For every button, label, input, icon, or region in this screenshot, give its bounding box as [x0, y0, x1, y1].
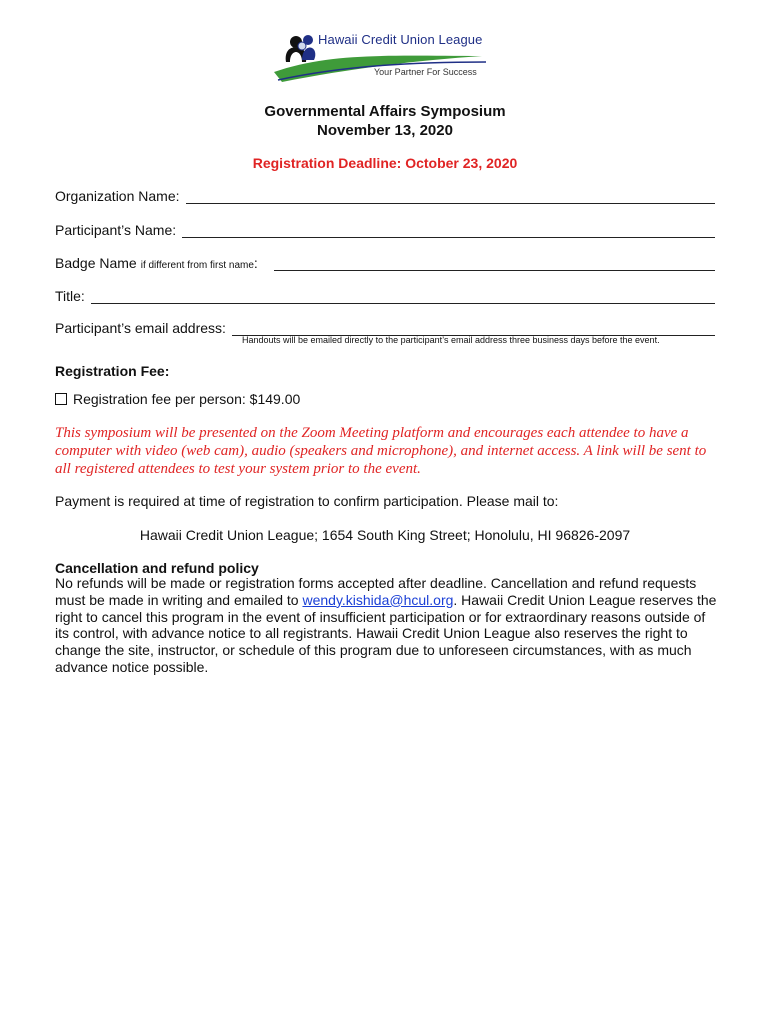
cancellation-policy-text	[55, 575, 720, 676]
event-date: November 13, 2020	[317, 122, 453, 139]
badge-name-colon: :	[253, 255, 258, 271]
organization-name-input-line[interactable]	[186, 189, 715, 204]
registration-deadline: Registration Deadline: October 23, 2020	[252, 155, 518, 171]
organization-name-label: Organization Name:	[55, 188, 180, 204]
registration-fee-option	[55, 391, 300, 407]
policy-text-end: . Hawaii Credit Union League reserves the right to cancel this program in the event of insufficient participation or for extraordinary reasons outside of its control, with advance notice to all registrants. Hawaii Credit Union League also reserves the right to change the site, instructor, or schedule of this program due to unforeseen circumstances, with as much advance notice possible.	[55, 591, 717, 675]
participant-name-field	[55, 220, 715, 238]
cancellation-policy-heading: Cancellation and refund policy	[55, 560, 259, 576]
event-title: Governmental Affairs Symposium	[264, 103, 506, 120]
logo-tagline: Your Partner For Success	[374, 67, 477, 77]
registration-fee-heading: Registration Fee:	[55, 363, 170, 379]
hcul-logo	[272, 22, 492, 86]
mailing-address: Hawaii Credit Union League; 1654 South King Street; Honolulu, HI 96826-2097	[139, 527, 631, 543]
policy-text-start: No refunds will be made or registration forms accepted after deadline. Cancellation and refund requests must be made in writing and emailed to	[55, 575, 697, 608]
title-field	[55, 286, 715, 304]
email-input-line[interactable]	[232, 321, 715, 336]
badge-name-label: Badge Name	[55, 255, 137, 271]
zoom-notice: This symposium will be presented on the Zoom Meeting platform and encourages each attendee to have a computer with video (web cam), audio (speakers and microphone), and internet access. A link will be sent to all registered attendees to test your system prior to the event.	[55, 425, 707, 477]
participant-name-label: Participant’s Name:	[55, 222, 177, 238]
badge-name-input-line[interactable]	[274, 256, 715, 271]
title-label: Title:	[55, 288, 85, 304]
logo-name: Hawaii Credit Union League	[318, 32, 483, 47]
organization-name-field	[55, 186, 715, 204]
payment-instruction: Payment is required at time of registration to confirm participation. Please mail to:	[55, 493, 559, 509]
email-label: Participant’s email address:	[55, 320, 226, 336]
email-note: Handouts will be emailed directly to the participant’s email address three business days before the event.	[242, 335, 660, 345]
participant-name-input-line[interactable]	[182, 223, 715, 238]
title-input-line[interactable]	[91, 289, 715, 304]
fee-option-label: Registration fee per person: $149.00	[73, 391, 301, 407]
email-field	[55, 318, 715, 336]
badge-name-field	[55, 253, 715, 271]
contact-email-link[interactable]: wendy.kishida@hcul.org	[302, 591, 454, 608]
fee-checkbox[interactable]	[55, 393, 67, 405]
badge-name-hint: if different from first name	[140, 260, 254, 271]
